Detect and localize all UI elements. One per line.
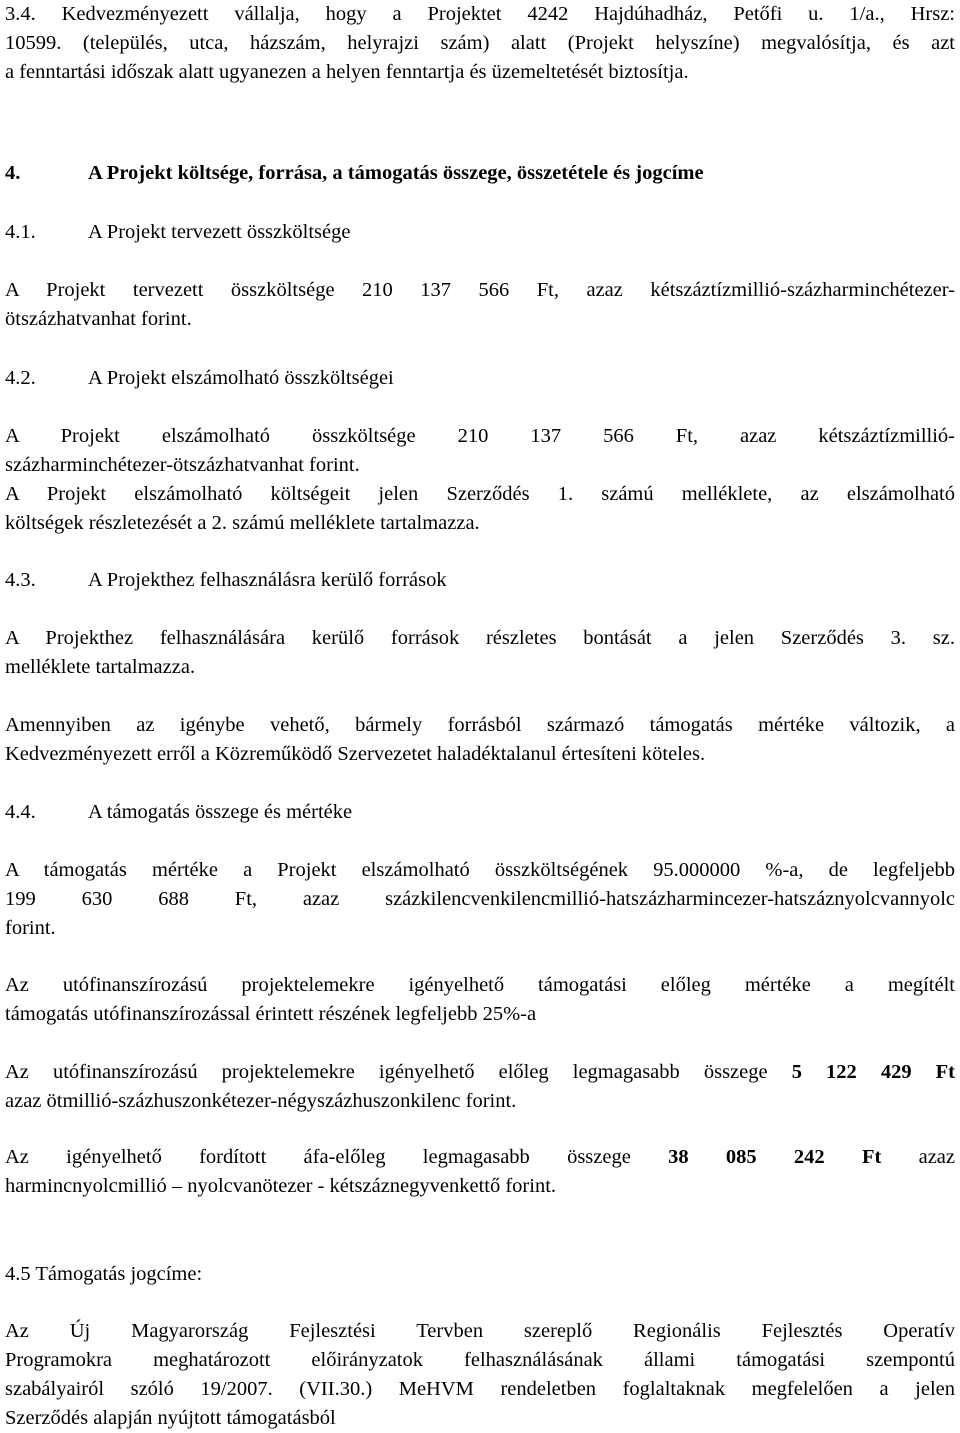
subsection-heading-4-3 <box>5 566 955 595</box>
subsection-title: A támogatás összege és mértéke <box>88 801 353 823</box>
paragraph-4-4c <box>5 1058 955 1116</box>
paragraph-line: forint. <box>5 917 56 939</box>
paragraph-line: A Projekt elszámolható költségeit jelen Szerződés 1. számú melléklete, az elszámolható <box>5 483 955 505</box>
paragraph-line: azaz ötmillió-százhuszonkétezer-négyszázhuszonkilenc forint. <box>5 1090 517 1112</box>
paragraph-line: A Projekt tervezett összköltsége 210 137 566 Ft, azaz kétszáztízmillió-százharminchétezer- <box>5 279 955 301</box>
paragraph-line <box>5 1058 955 1087</box>
subsection-heading-4-1 <box>5 218 955 247</box>
subsection-heading-4-5 <box>5 1260 955 1289</box>
paragraph-line: harmincnyolcmillió – nyolcvanötezer - kétszáznegyvenkettő forint. <box>5 1175 557 1197</box>
subsection-title: 4.5 Támogatás jogcíme: <box>5 1263 203 1285</box>
subsection-heading-4-2 <box>5 364 955 393</box>
paragraph-4-1 <box>5 276 955 334</box>
subsection-number: 4.3. <box>5 569 36 591</box>
paragraph-line: 199 630 688 Ft, azaz százkilencvenkilencmillió-hatszázharmincezer-hatszáznyolcvannyolc <box>5 888 955 910</box>
paragraph-line: Szerződés alapján nyújtott támogatásból <box>5 1407 336 1429</box>
paragraph-3-4 <box>5 0 955 87</box>
paragraph-line: A támogatás mértéke a Projekt elszámolható összköltségének 95.000000 %-a, de legfeljebb <box>5 859 955 881</box>
paragraph-4-3b <box>5 711 955 769</box>
paragraph-line: Programokra meghatározott előirányzatok felhasználásának állami támogatási szempontú <box>5 1349 955 1371</box>
paragraph-4-2a <box>5 422 955 480</box>
subsection-title: A Projekt elszámolható összköltségei <box>88 367 394 389</box>
subsection-heading-4-4 <box>5 798 955 827</box>
subsection-title: A Projekthez felhasználásra kerülő források <box>88 569 447 591</box>
vat-advance-text: Az igényelhető fordított áfa-előleg legmagasabb összege <box>5 1146 631 1168</box>
paragraph-line: A Projekthez felhasználására kerülő források részletes bontását a jelen Szerződés 3. sz. <box>5 627 955 649</box>
paragraph-4-3a <box>5 624 955 682</box>
paragraph-line: költségek részletezését a 2. számú melléklete tartalmazza. <box>5 512 480 534</box>
paragraph-4-4b <box>5 971 955 1029</box>
subsection-number: 4.2. <box>5 367 36 389</box>
vat-advance-tail: azaz <box>918 1146 955 1168</box>
paragraph-line: A Projekt elszámolható összköltsége 210 137 566 Ft, azaz kétszáztízmillió- <box>5 425 955 447</box>
paragraph-line: ötszázhatvanhat forint. <box>5 308 192 330</box>
vat-advance-amount: 38 085 242 Ft <box>668 1146 882 1168</box>
paragraph-line: Kedvezményezett erről a Közreműködő Szervezetet haladéktalanul értesíteni köteles. <box>5 743 706 765</box>
paragraph-line: 3.4. Kedvezményezett vállalja, hogy a Projektet 4242 Hajdúhadház, Petőfi u. 1/a., Hrsz: <box>5 3 955 25</box>
section-title: A Projekt költsége, forrása, a támogatás összege, összetétele és jogcíme <box>88 162 704 184</box>
section-heading-4 <box>5 159 955 188</box>
paragraph-4-4d <box>5 1143 955 1201</box>
subsection-number: 4.1. <box>5 221 36 243</box>
advance-text: Az utófinanszírozású projektelemekre igényelhető előleg legmagasabb összege <box>5 1061 768 1083</box>
paragraph-line: melléklete tartalmazza. <box>5 656 196 678</box>
paragraph-line: támogatás utófinanszírozással érintett részének legfeljebb 25%-a <box>5 1003 537 1025</box>
paragraph-line: szabályairól szóló 19/2007. (VII.30.) MeHVM rendeletben foglaltaknak megfelelően a jelen <box>5 1378 955 1400</box>
paragraph-line: 10599. (település, utca, házszám, helyrajzi szám) alatt (Projekt helyszíne) megvalósítja, és azt <box>5 32 955 54</box>
paragraph-line: Az utófinanszírozású projektelemekre igényelhető támogatási előleg mértéke a megítélt <box>5 974 955 996</box>
paragraph-line: Amennyiben az igénybe vehető, bármely forrásból származó támogatás mértéke változik, a <box>5 714 955 736</box>
paragraph-4-5 <box>5 1317 955 1433</box>
section-number: 4. <box>5 162 21 184</box>
paragraph-4-4a <box>5 856 955 943</box>
subsection-title: A Projekt tervezett összköltsége <box>88 221 351 243</box>
paragraph-4-2b <box>5 480 955 538</box>
paragraph-line: a fenntartási időszak alatt ugyanezen a helyen fenntartja és üzemeltetését biztosítja. <box>5 61 689 83</box>
subsection-number: 4.4. <box>5 801 36 823</box>
paragraph-line: Az Új Magyarország Fejlesztési Tervben szereplő Regionális Fejlesztés Operatív <box>5 1320 955 1342</box>
paragraph-line: százharminchétezer-ötszázhatvanhat forint. <box>5 454 360 476</box>
paragraph-line <box>5 1143 955 1172</box>
advance-amount: 5 122 429 Ft <box>791 1061 956 1083</box>
